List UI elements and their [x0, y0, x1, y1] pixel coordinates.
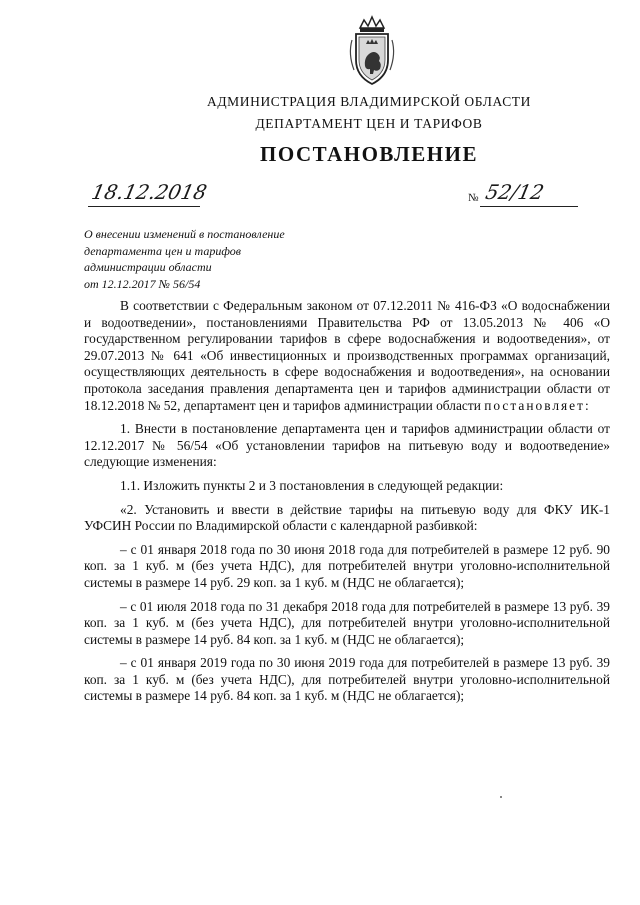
org-name-line1: АДМИНИСТРАЦИЯ ВЛАДИМИРСКОЙ ОБЛАСТИ — [207, 94, 531, 109]
body-text — [84, 298, 610, 712]
handwritten-date: 18.12.2018 — [89, 180, 210, 204]
paragraph: – с 01 января 2019 года по 30 июня 2019 года для потребителей в размере 13 руб. 39 коп. за 1 куб. м (без учета НДС), для потребителей внутри уголовно-исполнительной системы в размере 14 руб. 84 коп. за 1 куб. м (НДС не облагается); — [84, 655, 610, 704]
subject-line: департамента цен и тарифов — [84, 243, 241, 258]
paragraph-preamble — [84, 298, 610, 414]
coat-of-arms-icon — [344, 14, 400, 90]
doc-title: ПОСТАНОВЛЕНИЕ — [260, 142, 478, 166]
handwritten-number: 52/12 — [483, 180, 547, 204]
resolution-word: постановляет: — [484, 397, 591, 413]
paragraph: – с 01 июля 2018 года по 31 декабря 2018 года для потребителей в размере 13 руб. 39 коп. за 1 куб. м (без учета НДС), для потребителей внутри уголовно-исполнительной системы в размере 14 руб. 84 коп. за 1 куб. м (НДС не облагается); — [84, 598, 610, 647]
subject-line: от 12.12.2017 № 56/54 — [84, 276, 201, 291]
scan-speck — [500, 796, 502, 798]
number-label: № — [468, 192, 479, 204]
paragraph: 1. Внести в постановление департамента цен и тарифов администрации области от 12.12.2017 № 56/54 «Об установлении тарифов на питьевую воду и водоотведение» следующие изменения: — [84, 421, 610, 470]
subject-block — [84, 226, 324, 292]
subject-line: О внесении изменений в постановление — [84, 227, 285, 241]
org-name-line2: ДЕПАРТАМЕНТ ЦЕН И ТАРИФОВ — [255, 116, 483, 131]
paragraph: «2. Установить и ввести в действие тарифы на питьевую воду для ФКУ ИК-1 УФСИН России по Владимирской области с календарной разбивкой: — [84, 501, 610, 534]
subject-line: администрации области — [84, 260, 212, 274]
paragraph: 1.1. Изложить пункты 2 и 3 постановления в следующей редакции: — [120, 477, 504, 493]
preamble-text: В соответствии с Федеральным законом от 07.12.2011 № 416-ФЗ «О водоснабжении и водоотведении», постановлениями Правительства РФ от 13.05.2013 № 406 «О государственном регулировании тарифов в сфере водоснабжения и водоотведения», от 29.07.2013 № 641 «Об инвестиционных и производственных программах организаций, осуществляющих деятельность в сфере водоснабжения и водоотведения», на основании протокола заседания правления департамента цен и тарифов администрации области от 18.12.2018 № 52, департамент цен и тарифов администрации области — [84, 298, 610, 413]
paragraph: – с 01 января 2018 года по 30 июня 2018 года для потребителей в размере 12 руб. 90 коп. за 1 куб. м (без учета НДС), для потребителей внутри уголовно-исполнительной системы в размере 14 руб. 29 коп. за 1 куб. м (НДС не облагается); — [84, 541, 610, 590]
